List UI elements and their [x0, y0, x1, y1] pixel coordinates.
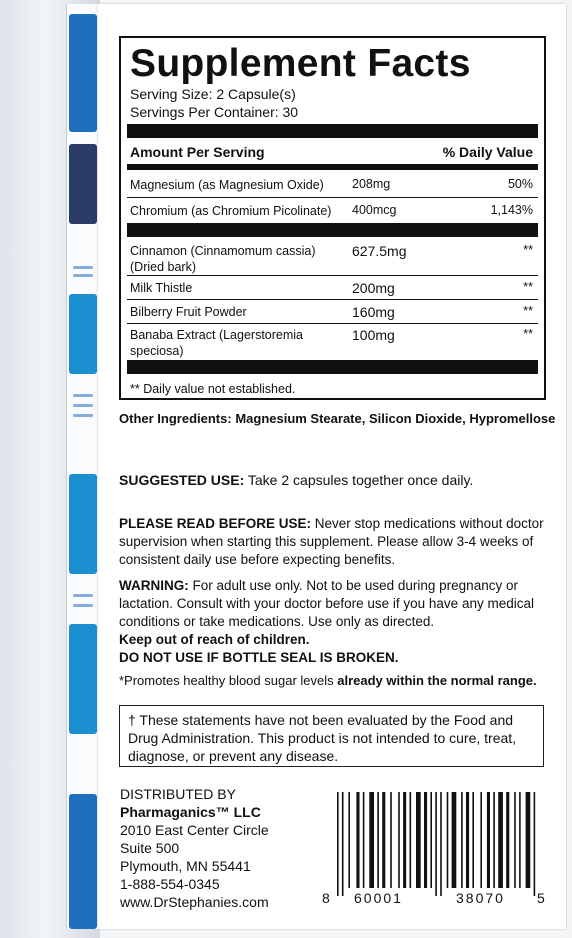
spine-bottom-block: [69, 794, 97, 929]
servings-per-container: Servings Per Container: 30: [130, 104, 299, 120]
barcode-bar: [534, 792, 536, 896]
distributor-info: DISTRIBUTED BY Pharmaganics™ LLC 2010 East Center Circle Suite 500 Plymouth, MN 55441 1-888-554-0345 www.DrStephanies.com: [120, 786, 269, 910]
medium-divider: [127, 164, 538, 170]
barcode-bar: [348, 792, 350, 888]
spine-feature-2: [69, 474, 97, 574]
promotes-statement: *Promotes healthy blood sugar levels already within the normal range.: [119, 673, 537, 688]
box-spine-label: [66, 4, 100, 929]
barcode-bar: [430, 792, 432, 888]
barcode-bar: [398, 792, 400, 888]
barcode-bar: [440, 792, 442, 896]
barcode-bar: [472, 792, 474, 888]
barcode-digits-group-2: 38070: [456, 890, 505, 906]
daily-value-label: % Daily Value: [442, 144, 533, 160]
barcode-bar: [410, 792, 412, 888]
spine-feature-3: [69, 624, 97, 734]
warning: WARNING: For adult use only. Not to be used during pregnancy or lactation. Consult with your doctor before use if you have any medical conditions or take medications. Use only as directed. Keep out of reach of children. DO NOT USE IF BOTTLE SEAL IS BROKEN.: [119, 577, 559, 667]
barcode-bar: [435, 792, 437, 896]
barcode-bar: [342, 792, 344, 896]
barcode-bar: [526, 792, 531, 888]
barcode-bar: [416, 792, 421, 888]
barcode: [333, 785, 545, 903]
barcode-bar: [480, 792, 482, 888]
barcode-digits-group-1: 60001: [354, 890, 403, 906]
facts-title: Supplement Facts: [130, 42, 471, 85]
barcode-digit-right: 5: [537, 890, 545, 906]
barcode-bar: [506, 792, 509, 888]
serving-size: Serving Size: 2 Capsule(s): [130, 86, 296, 102]
barcode-bar: [452, 792, 457, 888]
suggested-use: SUGGESTED USE: Take 2 capsules together once daily.: [119, 472, 474, 488]
barcode-bar: [487, 792, 490, 888]
thick-divider: [127, 360, 538, 374]
barcode-bar: [403, 792, 406, 888]
spine-feature-1: [69, 294, 97, 374]
barcode-digit-left: 8: [322, 890, 330, 906]
barcode-bar: [369, 792, 374, 888]
barcode-bar: [466, 792, 469, 888]
barcode-bar: [382, 792, 385, 888]
barcode-bar: [390, 792, 392, 888]
fda-disclaimer: † These statements have not been evaluated by the Food and Drug Administration. This product is not intended to cure, treat, diagnose, or prevent any disease.: [119, 705, 544, 767]
barcode-bar: [514, 792, 516, 888]
thick-divider: [127, 124, 538, 138]
spine-badge: [69, 144, 97, 224]
supplement-facts-panel: Supplement Facts Serving Size: 2 Capsule(s) Servings Per Container: 30 Amount Per Serving % Daily Value Magnesium (as Magnesium Oxide) 208mg 50% Chromium (as Chromium Picolinate) 400mcg 1,143% Cinnamon (Cinnamomum cassia) (Dried bark) 627.5mg ** Milk Thistle 200mg ** Bilberry Fruit Powder 160mg ** Banaba Extract (Lagerstoremia speciosa) 100mg ** ** Daily value not established.: [119, 36, 546, 400]
barcode-bar: [363, 792, 365, 888]
facts-header: [130, 144, 535, 160]
barcode-bar: [447, 792, 449, 888]
amount-per-serving-label: Amount Per Serving: [130, 144, 265, 160]
website: www.DrStephanies.com: [120, 894, 269, 910]
other-ingredients: Other Ingredients: Magnesium Stearate, Silicon Dioxide, Hypromellose: [119, 411, 556, 426]
barcode-bar: [498, 792, 503, 888]
seal-warning: DO NOT USE IF BOTTLE SEAL IS BROKEN.: [119, 650, 399, 665]
please-read-before-use: PLEASE READ BEFORE USE: Never stop medications without doctor supervision when starting this supplement. Please allow 3-4 weeks of consistent daily use before expecting benefits.: [119, 516, 544, 567]
barcode-bar: [461, 792, 463, 888]
barcode-bar: [337, 792, 339, 896]
thick-divider: [127, 223, 538, 237]
daily-value-footnote: ** Daily value not established.: [130, 382, 296, 396]
barcode-bar: [519, 792, 521, 888]
barcode-bar: [493, 792, 495, 888]
barcode-bar: [377, 792, 379, 888]
barcode-bar: [356, 792, 359, 888]
barcode-bar: [424, 792, 427, 888]
keep-out-of-reach: Keep out of reach of children.: [119, 632, 310, 647]
spine-logo-block: [69, 14, 97, 132]
